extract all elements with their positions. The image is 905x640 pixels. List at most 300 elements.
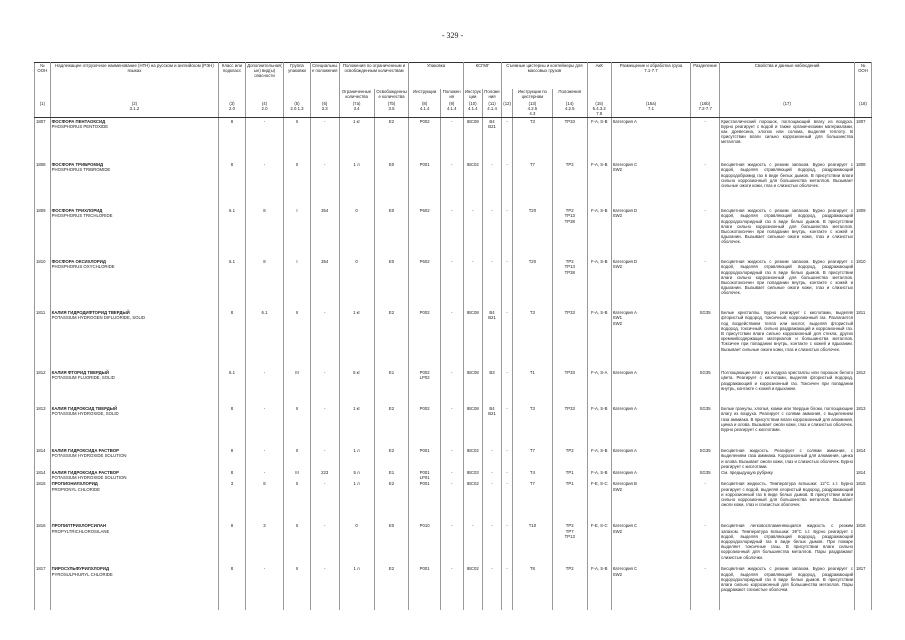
special-cell: - <box>310 480 339 522</box>
name-russian: ФОСФОРА ПЕНТАОКСИД <box>51 118 106 124</box>
segregation-cell: - <box>691 117 720 161</box>
colnum-cell: (18) <box>855 101 872 117</box>
colnum-cell: (16a) 7.1 <box>611 101 690 117</box>
limited-qty-cell: 1 кг <box>339 405 374 447</box>
special-cell: - <box>310 565 339 610</box>
properties-cell: Бесцветная жидкость с резким запахом. Бурно реагирует с водой, выделяя отравляющий водород, раздражающий водородохлоридный газ в виде белых дымов. В присутствии влаги сильно коррозионный для большинства металлов. Высокотоксичен при попадании внутрь, контакте с кожей и вдыхании. Вызывает сильные ожоги кожи, глаз и слизистых оболочек. <box>720 258 855 309</box>
packing-group-cell: II <box>284 405 310 447</box>
segregation-cell: SG35 <box>691 369 720 405</box>
name-russian: ПРОПИОНИЛХЛОРИД <box>51 481 98 487</box>
class-cell: 8 <box>219 469 245 480</box>
un-number: 1812 <box>35 369 51 405</box>
subsidiary-cell: 8 <box>245 480 284 522</box>
tank-prov-cell: TP2 <box>552 565 587 610</box>
colnum-cell: (12) <box>502 101 513 117</box>
class-cell: 8 <box>219 309 245 369</box>
un-number-right: 1814 <box>855 447 872 469</box>
pack-instr-cell: P001 <box>409 447 440 469</box>
un-number: 1816 <box>35 522 51 565</box>
table-row <box>35 161 872 207</box>
ibc-prov-cell: - <box>482 258 501 309</box>
ems-cell: F-A, S-B <box>587 565 611 610</box>
ibc-instr-cell: IBC08 <box>463 117 482 161</box>
pack-prov-cell: - <box>440 469 463 480</box>
tank-instr-cell: T8 <box>513 565 553 610</box>
properties-cell: Поглощающие влагу из воздуха кристаллы или порошок белого цвета. Реагирует с кислотами, выделяя фтористый водород, раздражающий и коррозионный газ. Токсичен при попадании внутрь, контакте с кожей и вдыхании. <box>720 369 855 405</box>
segregation-cell: SG35 <box>691 469 720 480</box>
packing-group-cell: I <box>284 207 310 258</box>
colnum-cell: (11) 4.1.4 <box>482 101 501 117</box>
pack-prov-cell: - <box>440 447 463 469</box>
col12-cell: - <box>502 480 513 522</box>
ibc-prov-cell: - <box>482 207 501 258</box>
packing-group-cell: II <box>284 565 310 610</box>
col12-cell: - <box>502 258 513 309</box>
hdr-limited: Положения по ограниченным и освобожденным количествам <box>339 63 409 90</box>
hdr-special: Специальные положения <box>310 63 339 102</box>
un-number-right: 1812 <box>855 369 872 405</box>
un-number: 1810 <box>35 258 51 309</box>
substance-name <box>50 369 219 405</box>
hdr-pack-instr: Инструкции <box>409 89 440 101</box>
ibc-instr-cell: - <box>463 258 482 309</box>
table-row <box>35 309 872 369</box>
segregation-cell: - <box>691 565 720 610</box>
excepted-qty-cell: E2 <box>374 447 409 469</box>
colnum-cell: (7a) 3.4 <box>339 101 374 117</box>
ibc-prov-cell: B3 <box>482 369 501 405</box>
tank-prov-cell: TP33 <box>552 117 587 161</box>
segregation-cell: - <box>691 522 720 565</box>
colnum-cell: (3) 2.0 <box>219 101 245 117</box>
excepted-qty-cell: E2 <box>374 309 409 369</box>
ibc-instr-cell: IBC02 <box>463 565 482 610</box>
colnum-cell: (6) 3.3 <box>310 101 339 117</box>
pack-instr-cell: P001 <box>409 161 440 207</box>
ibc-instr-cell: IBC08 <box>463 405 482 447</box>
pack-instr-cell: P602 <box>409 258 440 309</box>
hdr-ems: АкК <box>587 63 611 102</box>
substance-name <box>50 447 219 469</box>
dangerous-goods-table <box>34 62 872 610</box>
colnum-cell: (17) <box>720 101 855 117</box>
ems-cell: F-A, S-B <box>587 161 611 207</box>
name-russian: КАЛИЯ ФТОРИД ТВЕРДЫЙ <box>51 370 109 376</box>
hdr-tank-prov: Положения <box>552 89 587 101</box>
limited-qty-cell: 1 кг <box>339 117 374 161</box>
packing-group-cell: II <box>284 309 310 369</box>
pack-instr-cell: P002 <box>409 309 440 369</box>
name-english: PHOSPHORUS OXYCHLORIDE <box>51 264 115 270</box>
properties-cell: Бесцветная легковоспламеняющаяся жидкость с резким запахом. Температура вспышки: 39°C з.т. Бурно реагирует с водой, выделяя отравляющий водород, раздражающий водородохлоридный газ в виде белых дымов. При пожаре выделяет токсичные газы. В присутствии влаги сильно коррозионный для большинства металлов. Пары раздражают слизистые оболочки. <box>720 522 855 565</box>
limited-qty-cell: 5 кг <box>339 369 374 405</box>
properties-cell: Бесцветная жидкость с резким запахом. Бурно реагирует с водой, выделяя отравляющий водород, раздражающий водородобромид газ в виде белых дымов. В присутствии влаги сильно коррозионный для большинства металлов. Вызывает сильные ожоги кожи, глаз и слизистых оболочек. <box>720 161 855 207</box>
pack-prov-cell: - <box>440 369 463 405</box>
pack-instr-cell: P602 <box>409 207 440 258</box>
limited-qty-cell: 0 <box>339 207 374 258</box>
colnum-cell: (10) 4.1.4 <box>463 101 482 117</box>
excepted-qty-cell: E0 <box>374 207 409 258</box>
limited-qty-cell: 1 л <box>339 447 374 469</box>
subsidiary-cell: - <box>245 161 284 207</box>
ems-cell: F-A, S-B <box>587 117 611 161</box>
substance-name <box>50 258 219 309</box>
hdr-ibc-instr: Инструкции <box>464 89 481 100</box>
properties-cell: Бесцветная жидкость. Температура вспышки: 12°C з.т. Бурно реагирует с водой, выделяя хлористый водород, раздражающий и коррозионный газ в виде белых дымов. В присутствии влаги сильно коррозионный для большинства металлов. Вызывает ожоги кожи, глаз и слизистых оболочек. <box>720 480 855 522</box>
properties-cell: Белые кристаллы. Бурно реагирует с кислотами, выделяя фтористый водород, токсичный, коррозионный газ. Разлагается под воздействием тепла или кислот, выделяя фтористый водород, токсичный, сильно раздражающий и коррозионный газ. В присутствии влаги сильно коррозионный для стекла, других кремнийсодержащих материалов и большинства металлов. Токсичен при попадании внутрь, контакте с кожей и вдыхании. Вызывает сильные ожоги кожи, глаз и слизистых оболочек. <box>720 309 855 369</box>
colnum-cell: (7b) 3.5 <box>374 101 409 117</box>
ibc-prov-cell: - <box>482 480 501 522</box>
substance-name <box>50 522 219 565</box>
pack-instr-cell: P002 LP02 <box>409 369 440 405</box>
un-number-right: 1807 <box>855 117 872 161</box>
substance-name <box>50 309 219 369</box>
substance-name <box>50 161 219 207</box>
col12-cell: - <box>502 469 513 480</box>
ibc-instr-cell: - <box>463 207 482 258</box>
excepted-qty-cell: E0 <box>374 258 409 309</box>
special-cell: - <box>310 447 339 469</box>
stowage-cell: Категория B SW2 <box>611 480 690 522</box>
subsidiary-cell: - <box>245 469 284 480</box>
pack-prov-cell: - <box>440 480 463 522</box>
substance-name <box>50 469 219 480</box>
un-number: 1817 <box>35 565 51 610</box>
subsidiary-cell: 3 <box>245 522 284 565</box>
packing-group-cell: III <box>284 469 310 480</box>
un-number-right: 1817 <box>855 565 872 610</box>
un-number: 1809 <box>35 207 51 258</box>
substance-name <box>50 117 219 161</box>
special-cell: - <box>310 405 339 447</box>
ems-cell: F-E, S-C <box>587 480 611 522</box>
tank-instr-cell: T3 <box>513 117 553 161</box>
ems-cell: F-A, S-B <box>587 447 611 469</box>
subsidiary-cell: 8 <box>245 207 284 258</box>
hdr-stowage: Размещение и обработка груза 7.1-7.7 <box>611 63 690 102</box>
table-row <box>35 117 872 161</box>
class-cell: 8 <box>219 447 245 469</box>
un-number-right: 1813 <box>855 405 872 447</box>
subsidiary-cell: - <box>245 565 284 610</box>
tank-prov-cell: TP33 <box>552 369 587 405</box>
packing-group-cell: III <box>284 369 310 405</box>
stowage-cell: Категория A <box>611 447 690 469</box>
stowage-cell: Категория C SW2 <box>611 522 690 565</box>
table-row <box>35 207 872 258</box>
ems-cell: F-E, S-C <box>587 522 611 565</box>
tank-instr-cell: T4 <box>513 469 553 480</box>
excepted-qty-cell: E1 <box>374 369 409 405</box>
table-row <box>35 405 872 447</box>
ems-cell: F-A, S-B <box>587 258 611 309</box>
colnum-cell: (5) 2.0.1.3 <box>284 101 310 117</box>
class-cell: 8 <box>219 161 245 207</box>
table-row <box>35 258 872 309</box>
pack-instr-cell: P001 LP01 <box>409 469 440 480</box>
col12-cell: - <box>502 369 513 405</box>
name-english: POTASSIUM HYDROGEN DIFLUORIDE, SOLID <box>51 315 146 321</box>
properties-cell: Кристаллический порошок, поглощающий влагу из воздуха. Бурно реагирует с водой и также органическими материалами, как древесина, хлопок или солома, выделяя теплоту. В присутствии влаги сильно коррозионный для большинства металлов. <box>720 117 855 161</box>
limited-qty-cell: 0 <box>339 258 374 309</box>
col12-cell: - <box>502 447 513 469</box>
ems-cell: F-A, S-B <box>587 405 611 447</box>
segregation-cell: SG35 <box>691 309 720 369</box>
segregation-cell: - <box>691 258 720 309</box>
subsidiary-cell: - <box>245 369 284 405</box>
subsidiary-cell: - <box>245 405 284 447</box>
table-row <box>35 447 872 469</box>
class-cell: 6.1 <box>219 258 245 309</box>
colnum-cell: (2) 3.1.2 <box>50 101 219 117</box>
name-russian: ФОСФОРА ОКСИХЛОРИД <box>51 259 106 265</box>
pack-prov-cell: - <box>440 258 463 309</box>
name-russian: КАЛИЯ ГИДРОДИФТОРИД ТВЕРДЫЙ <box>51 310 130 316</box>
table-row <box>35 480 872 522</box>
un-number-right: 1816 <box>855 522 872 565</box>
ibc-instr-cell: - <box>463 522 482 565</box>
ibc-prov-cell: - <box>482 447 501 469</box>
ibc-prov-cell: - <box>482 522 501 565</box>
class-cell: 8 <box>219 565 245 610</box>
ibc-instr-cell: IBC02 <box>463 480 482 522</box>
tank-instr-cell: T7 <box>513 161 553 207</box>
limited-qty-cell: 0 <box>339 522 374 565</box>
table-row <box>35 469 872 480</box>
tank-instr-cell: T3 <box>513 309 553 369</box>
tank-prov-cell: TP2 TP7 TP13 <box>552 522 587 565</box>
stowage-cell: Категория C SW2 <box>611 565 690 610</box>
name-russian: КАЛИЯ ГИДРОКСИДА РАСТВОР <box>51 469 119 475</box>
colnum-cell: (15) 5.4.3.2 7.8 <box>587 101 611 117</box>
hdr-limited-qty: Ограниченные количества <box>339 89 374 101</box>
page-number: - 329 - <box>441 31 464 40</box>
subsidiary-cell: 8 <box>245 258 284 309</box>
packing-group-cell: II <box>284 480 310 522</box>
table-row <box>35 522 872 565</box>
tank-instr-cell: T7 <box>513 447 553 469</box>
class-cell: 6.1 <box>219 207 245 258</box>
substance-name <box>50 207 219 258</box>
ibc-instr-cell: IBC03 <box>463 469 482 480</box>
stowage-cell: Категория A <box>611 117 690 161</box>
hdr-un-no-right: № ООН <box>855 63 872 102</box>
pack-prov-cell: - <box>440 161 463 207</box>
class-cell: 8 <box>219 405 245 447</box>
segregation-cell: - <box>691 161 720 207</box>
hdr-name: Надлежащее отгрузочное наименование (НТН) на русском и английском (РЭН) языках <box>50 63 219 102</box>
un-number-right: 1809 <box>855 207 872 258</box>
un-number-right: 1808 <box>855 161 872 207</box>
tank-instr-cell: T3 <box>513 405 553 447</box>
class-cell: 8 <box>219 522 245 565</box>
un-number: 1811 <box>35 309 51 369</box>
special-cell: - <box>310 309 339 369</box>
col12-cell: - <box>502 117 513 161</box>
pack-instr-cell: P001 <box>409 565 440 610</box>
tank-instr-cell: T7 <box>513 480 553 522</box>
name-english: PHOSPHORUS PENTOXIDE <box>51 123 109 129</box>
tank-instr-cell: T1 <box>513 369 553 405</box>
properties-cell: Бесцветная жидкость. Реагирует с солями аммония, с выделением газа аммиака. Коррозионный для алюминия, цинка и олова. Вызывает ожоги кожи, глаз и слизистых оболочек. Бурно реагирует с кислотами. <box>721 448 853 469</box>
tank-prov-cell: TP1 <box>552 480 587 522</box>
limited-qty-cell: 1 л <box>339 565 374 610</box>
segregation-cell: - <box>691 480 720 522</box>
packing-group-cell: II <box>284 447 310 469</box>
hdr-pack-prov: Положения <box>440 89 463 101</box>
ibc-instr-cell: IBC08 <box>463 369 482 405</box>
ems-cell: F-A, S-B <box>587 207 611 258</box>
pack-prov-cell: - <box>440 207 463 258</box>
name-english: PROPYLTRICHLOROSILANE <box>51 528 110 534</box>
pack-instr-cell: P002 <box>409 117 440 161</box>
col12-cell: - <box>502 207 513 258</box>
stowage-cell: Категория A <box>611 405 690 447</box>
excepted-qty-cell: E2 <box>374 405 409 447</box>
un-number-right: 1811 <box>855 309 872 369</box>
stowage-cell: Категория A SW1 SW2 <box>611 309 690 369</box>
special-cell: - <box>310 369 339 405</box>
name-english: PROPIONYL CHLORIDE <box>51 486 100 492</box>
subsidiary-cell: 6.1 <box>245 309 284 369</box>
table-row <box>35 565 872 610</box>
colnum-cell: (9) 4.1.4 <box>440 101 463 117</box>
properties-cell: См. предыдущую рубрику <box>720 469 855 480</box>
pack-instr-cell: P010 <box>409 522 440 565</box>
name-russian: ФОСФОРА ТРИХЛОРИД <box>51 208 103 214</box>
ibc-prov-cell: - <box>482 469 501 480</box>
hdr-class: Класс или подкласс <box>219 63 245 102</box>
stowage-cell: Категория A <box>611 369 690 405</box>
un-number-right: 1814 <box>855 469 872 480</box>
subsidiary-cell: - <box>245 447 284 469</box>
ibc-prov-cell: - <box>482 161 501 207</box>
colnum-cell: (4) 2.0 <box>245 101 284 117</box>
segregation-cell: SG35 <box>691 405 720 447</box>
segregation-cell: - <box>691 207 720 258</box>
name-english: POTASSIUM HYDROXIDE, SOLID <box>51 411 119 417</box>
hdr-properties: Свойства и данные наблюдений <box>720 63 855 102</box>
stowage-cell: Категория D SW2 <box>611 207 690 258</box>
tank-instr-cell: T10 <box>513 522 553 565</box>
name-english: PYROSULPHURYL CHLORIDE <box>51 571 113 577</box>
hdr-ibc: КСГМГ <box>463 63 502 90</box>
un-number: 1815 <box>35 480 51 522</box>
name-russian: ФОСФОРА ТРИБРОМИД <box>51 162 104 168</box>
colnum-cell: (1) <box>35 101 51 117</box>
limited-qty-cell: 1 кг <box>339 309 374 369</box>
col12-cell: - <box>502 161 513 207</box>
special-cell: 223 <box>310 469 339 480</box>
name-english: POTASSIUM HYDROXIDE SOLUTION <box>51 475 127 481</box>
hdr-tank-instr: Инструкции по цистернам <box>513 89 553 101</box>
ibc-instr-cell: IBC02 <box>463 161 482 207</box>
un-number: 1814 <box>35 469 51 480</box>
col12-cell: - <box>502 405 513 447</box>
excepted-qty-cell: E0 <box>374 522 409 565</box>
ems-cell: F-A, S-B <box>587 469 611 480</box>
excepted-qty-cell: E0 <box>374 161 409 207</box>
special-cell: - <box>310 117 339 161</box>
name-russian: КАЛИЯ ГИДРОКСИД ТВЕРДЫЙ <box>51 406 118 412</box>
hdr-un-no: № ООН <box>35 63 51 102</box>
special-cell: 354 <box>310 258 339 309</box>
ibc-instr-cell: IBC02 <box>463 447 482 469</box>
excepted-qty-cell: E2 <box>374 565 409 610</box>
col12-cell: - <box>502 522 513 565</box>
properties-cell: Белые гранулы, хлопья, комки или твердые блоки, поглощающие влагу из воздуха. Реагирует с солями аммония, с выделением газа аммиака. В присутствии влаги коррозионный для алюминия, цинка и олова. Вызывает ожоги кожи, глаз и слизистых оболочек. Бурно реагирует с кислотами. <box>720 405 855 447</box>
tank-instr-cell: T20 <box>513 258 553 309</box>
name-english: PHOSPHORUS TRICHLORIDE <box>51 213 113 219</box>
excepted-qty-cell: E2 <box>374 117 409 161</box>
ibc-prov-cell: B4 B21 <box>482 117 501 161</box>
table-row <box>35 369 872 405</box>
ems-cell: F-A, S-A <box>587 369 611 405</box>
colnum-cell: (8) 4.1.4 <box>409 101 440 117</box>
name-russian: ПИРОСУЛЬФУРИЛХЛОРИД <box>51 566 110 572</box>
hdr-subsidiary: Дополнительная(ые) вид(ы) опасности <box>245 63 284 102</box>
un-number: 1814 <box>35 447 51 469</box>
limited-qty-cell: 5 л <box>339 469 374 480</box>
name-russian: ПРОПИЛТРИХЛОРСИЛАН <box>51 523 107 529</box>
pack-instr-cell: P001 <box>409 480 440 522</box>
segregation-cell: SG35 <box>691 447 720 469</box>
pack-prov-cell: - <box>440 405 463 447</box>
un-number-right: 1815 <box>855 480 872 522</box>
hdr-tank-blank <box>502 89 513 101</box>
ibc-prov-cell: - <box>482 565 501 610</box>
tank-prov-cell: TP2 TP13 TP38 <box>552 207 587 258</box>
special-cell: - <box>310 522 339 565</box>
limited-qty-cell: 1 л <box>339 161 374 207</box>
tank-prov-cell: TP2 <box>552 447 587 469</box>
colnum-cell: (16b) 7.2-7.7 <box>691 101 720 117</box>
tank-prov-cell: TP2 TP13 TP38 <box>552 258 587 309</box>
stowage-cell: Категория A <box>611 469 690 480</box>
properties-cell: Бесцветная жидкость с резким запахом. Бурно реагирует с водой, выделяя отравляющий водород, раздражающий водородохлоридный газ в виде белых дымов. В присутствии влаги сильно коррозионный для большинства металлов. Высокотоксичен при попадании внутрь, контакте с кожей и вдыхании. Вызывает сильные ожоги кожи, глаз и слизистых оболочек. <box>720 207 855 258</box>
un-number: 1808 <box>35 161 51 207</box>
name-russian: КАЛИЯ ГИДРОКСИДА РАСТВОР <box>51 448 119 454</box>
name-english: POTASSIUM FLUORIDE, SOLID <box>51 375 115 381</box>
hdr-segregation: Разделение <box>691 63 720 102</box>
substance-name <box>50 565 219 610</box>
excepted-qty-cell: E1 <box>374 469 409 480</box>
subsidiary-cell: - <box>245 117 284 161</box>
packing-group-cell: II <box>284 117 310 161</box>
hdr-packaging: Упаковка <box>409 63 463 90</box>
class-cell: 3 <box>219 480 245 522</box>
stowage-cell: Категория C SW2 <box>611 161 690 207</box>
packing-group-cell: I <box>284 258 310 309</box>
tank-prov-cell: TP33 <box>552 309 587 369</box>
tank-prov-cell: TP33 <box>552 405 587 447</box>
hdr-excepted-qty: Освобожденные количества <box>374 89 409 101</box>
pack-instr-cell: P002 <box>409 405 440 447</box>
special-cell: - <box>310 161 339 207</box>
tank-prov-cell: TP1 <box>552 469 587 480</box>
hdr-packing-group: Группа упаковки <box>284 63 310 102</box>
hdr-tanks: Съемные цистерны и контейнеры для массовых грузов <box>502 63 587 90</box>
packing-group-cell: II <box>284 522 310 565</box>
ems-cell: F-A, S-B <box>587 309 611 369</box>
colnum-cell: (14) 4.2.5 <box>552 101 587 117</box>
packing-group-cell: II <box>284 161 310 207</box>
un-number: 1807 <box>35 117 51 161</box>
excepted-qty-cell: E2 <box>374 480 409 522</box>
name-english: PHOSPHORUS TRIBROMIDE <box>51 167 111 173</box>
col12-cell: - <box>502 309 513 369</box>
un-number-right: 1810 <box>855 258 872 309</box>
